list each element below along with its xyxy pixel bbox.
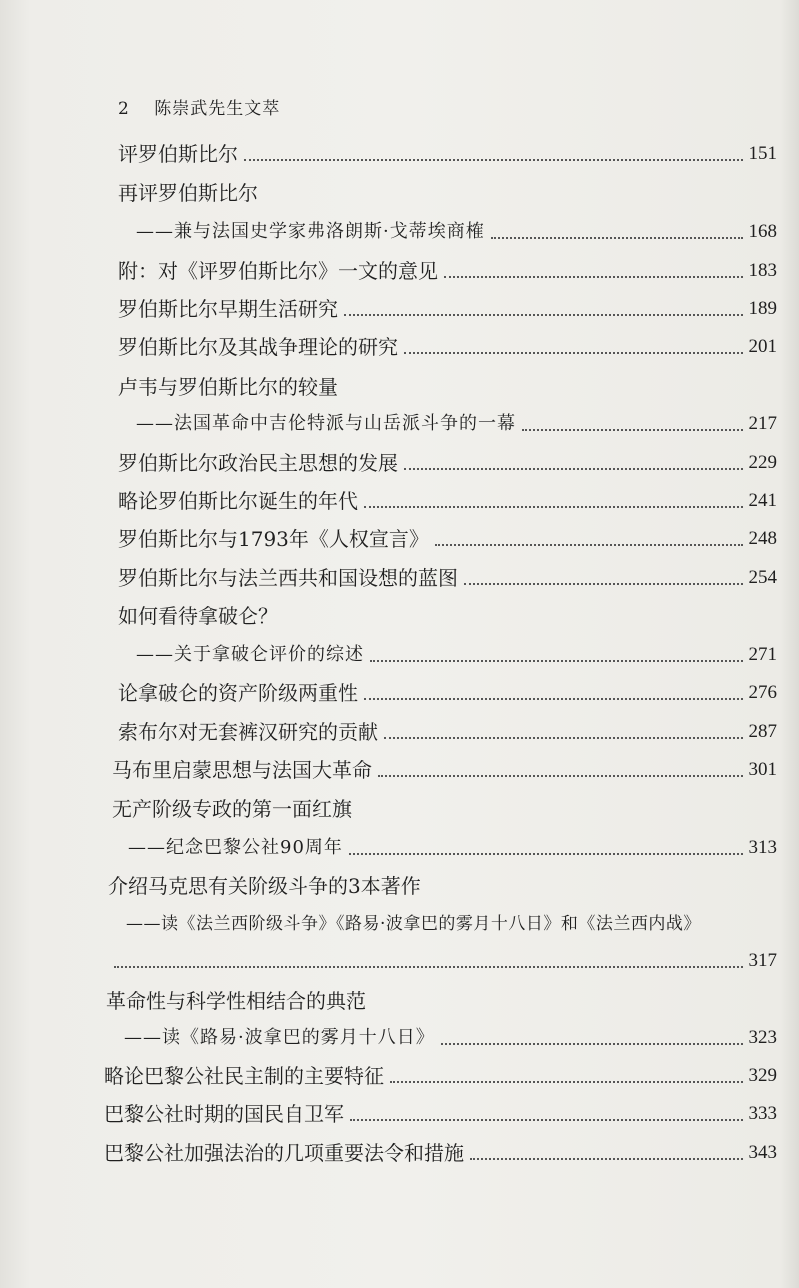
toc-entry bbox=[118, 254, 777, 284]
toc-page-number: 229 bbox=[748, 452, 777, 473]
toc-entry bbox=[104, 1136, 777, 1166]
toc-title: 索布尔对无套裤汉研究的贡献 bbox=[118, 720, 378, 744]
toc-title: 马布里启蒙思想与法国大革命 bbox=[112, 758, 372, 782]
toc-subtitle: ——纪念巴黎公社90周年 bbox=[128, 837, 343, 858]
toc-page-number: 276 bbox=[748, 682, 777, 703]
toc-entry bbox=[136, 638, 777, 668]
toc-entry bbox=[118, 292, 777, 322]
toc-entry bbox=[112, 753, 777, 783]
toc-page-number: 301 bbox=[748, 759, 777, 780]
toc-title: 略论巴黎公社民主制的主要特征 bbox=[104, 1064, 384, 1088]
toc-entry bbox=[118, 446, 777, 476]
toc-page-number: 241 bbox=[748, 490, 777, 511]
toc-page-number: 313 bbox=[748, 837, 777, 858]
dot-leader bbox=[404, 467, 743, 470]
toc-title: 革命性与科学性相结合的典范 bbox=[106, 989, 366, 1013]
header-page-number: 2 bbox=[118, 99, 130, 119]
toc-entry bbox=[128, 831, 777, 861]
toc-page-number: 323 bbox=[748, 1027, 777, 1048]
toc-title: 巴黎公社时期的国民自卫军 bbox=[104, 1102, 344, 1126]
dot-leader bbox=[378, 774, 743, 777]
toc-entry bbox=[118, 330, 777, 360]
toc-subtitle: ——法国革命中吉伦特派与山岳派斗争的一幕 bbox=[136, 413, 516, 434]
toc-page-number: 329 bbox=[748, 1065, 777, 1086]
toc-subtitle: ——读《法兰西阶级斗争》《路易·波拿巴的雾月十八日》和《法兰西内战》 bbox=[126, 914, 701, 934]
toc-title: 罗伯斯比尔早期生活研究 bbox=[118, 297, 338, 321]
toc-entry bbox=[118, 137, 777, 167]
toc-title: 略论罗伯斯比尔诞生的年代 bbox=[118, 489, 358, 513]
dot-leader bbox=[491, 236, 743, 239]
toc-title: 再评罗伯斯比尔 bbox=[118, 181, 258, 205]
toc-entry bbox=[126, 907, 777, 937]
toc-entry bbox=[118, 715, 777, 745]
toc-entry bbox=[118, 599, 777, 629]
dot-leader bbox=[370, 659, 743, 662]
toc-title: 如何看待拿破仑？ bbox=[118, 604, 278, 628]
toc-page-number: 271 bbox=[748, 644, 777, 665]
toc-entry bbox=[118, 176, 777, 206]
toc-page-number: 333 bbox=[748, 1103, 777, 1124]
toc-title: 罗伯斯比尔与法兰西共和国设想的蓝图 bbox=[118, 566, 458, 590]
toc-page-number: 317 bbox=[748, 950, 777, 971]
toc-title: 介绍马克思有关阶级斗争的3本著作 bbox=[108, 874, 421, 898]
toc-entry bbox=[136, 407, 777, 437]
dot-leader bbox=[350, 1118, 743, 1121]
toc-title: 罗伯斯比尔及其战争理论的研究 bbox=[118, 335, 398, 359]
toc-page-number: 183 bbox=[748, 260, 777, 281]
dot-leader bbox=[522, 428, 743, 431]
dot-leader bbox=[244, 158, 743, 161]
running-header bbox=[118, 94, 280, 119]
toc-entry bbox=[108, 944, 777, 974]
dot-leader bbox=[444, 275, 743, 278]
toc-subtitle: ——关于拿破仑评价的综述 bbox=[136, 644, 364, 665]
toc-entry bbox=[106, 984, 777, 1014]
dot-leader bbox=[441, 1042, 743, 1045]
toc-entry bbox=[124, 1021, 777, 1051]
toc-entry bbox=[112, 792, 777, 822]
toc-page-number: 201 bbox=[748, 336, 777, 357]
toc-page-number: 189 bbox=[748, 298, 777, 319]
toc-entry bbox=[108, 869, 777, 899]
dot-leader bbox=[464, 582, 743, 585]
toc-title: 卢韦与罗伯斯比尔的较量 bbox=[118, 375, 338, 399]
toc-page-number: 217 bbox=[748, 413, 777, 434]
dot-leader bbox=[349, 852, 743, 855]
toc-title: 附：对《评罗伯斯比尔》一文的意见 bbox=[118, 259, 438, 283]
toc-title: 评罗伯斯比尔 bbox=[118, 142, 238, 166]
toc-entry bbox=[118, 561, 777, 591]
toc-page-number: 248 bbox=[748, 528, 777, 549]
dot-leader bbox=[384, 736, 743, 739]
dot-leader bbox=[390, 1080, 743, 1083]
toc-title: 论拿破仑的资产阶级两重性 bbox=[118, 681, 358, 705]
toc-entry bbox=[118, 522, 777, 552]
toc-subtitle: ——兼与法国史学家弗洛朗斯·戈蒂埃商榷 bbox=[136, 221, 485, 242]
dot-leader bbox=[404, 351, 743, 354]
toc-page-number: 151 bbox=[748, 143, 777, 164]
dot-leader bbox=[364, 697, 743, 700]
header-book-title: 陈崇武先生文萃 bbox=[154, 99, 281, 119]
toc-entry bbox=[104, 1059, 777, 1089]
toc-title: 无产阶级专政的第一面红旗 bbox=[112, 797, 352, 821]
toc-title: 罗伯斯比尔与1793年《人权宣言》 bbox=[118, 527, 429, 551]
toc-entry bbox=[136, 215, 777, 245]
dot-leader bbox=[344, 313, 743, 316]
toc-title: 巴黎公社加强法治的几项重要法令和措施 bbox=[104, 1141, 464, 1165]
dot-leader bbox=[114, 965, 743, 968]
toc-entry bbox=[104, 1097, 777, 1127]
toc-entry bbox=[118, 370, 777, 400]
toc-entry bbox=[118, 676, 777, 706]
toc-subtitle: ——读《路易·波拿巴的雾月十八日》 bbox=[124, 1027, 435, 1048]
dot-leader bbox=[470, 1157, 743, 1160]
toc-page-number: 287 bbox=[748, 721, 777, 742]
toc-page-number: 168 bbox=[748, 221, 777, 242]
toc-page-number: 343 bbox=[748, 1142, 777, 1163]
dot-leader bbox=[364, 505, 743, 508]
dot-leader bbox=[435, 543, 743, 546]
toc-title: 罗伯斯比尔政治民主思想的发展 bbox=[118, 451, 398, 475]
toc-entry bbox=[118, 484, 777, 514]
toc-page-number: 254 bbox=[748, 567, 777, 588]
